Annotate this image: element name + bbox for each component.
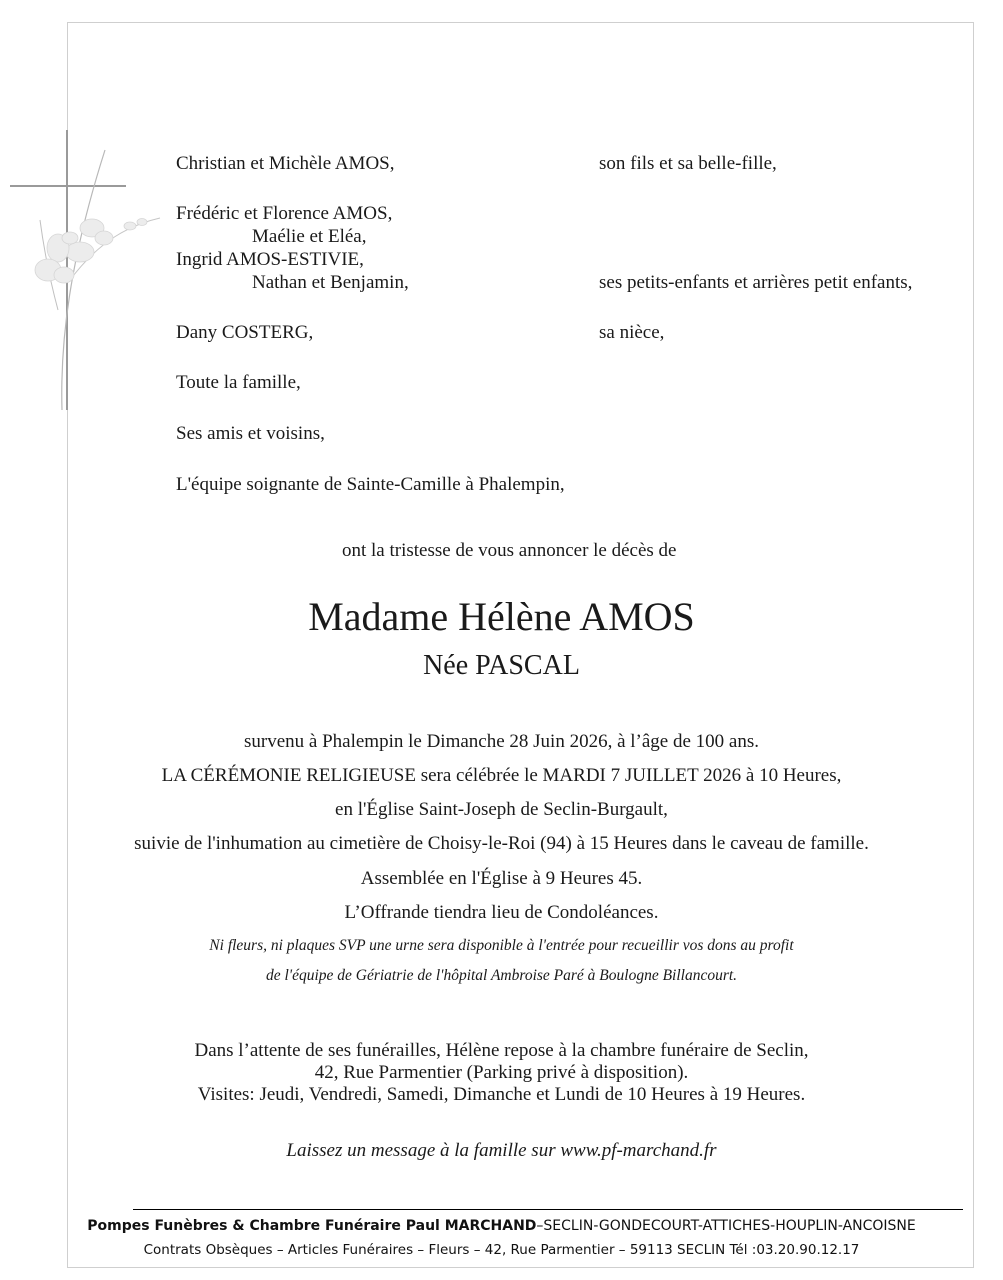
footer-divider [133,1209,963,1210]
family-line-4: Ingrid AMOS-ESTIVIE, [176,249,364,270]
family-line-3: Maélie et Eléa, [252,226,367,247]
footer-locations: –SECLIN-GONDECOURT-ATTICHES-HOUPLIN-ANCOISNE [536,1218,916,1234]
deceased-name: Madame Hélène AMOS [308,594,695,639]
family-line-6: Dany COSTERG, [176,322,314,343]
online-message: Laissez un message à la famille sur www.pf-marchand.fr [286,1140,717,1161]
family-relation-2: ses petits-enfants et arrières petit enfants, [599,272,913,293]
announcement: ont la tristesse de vous annoncer le décès de [342,540,677,561]
family-line-7: Toute la famille, [176,372,301,393]
detail-assembly: Assemblée en l'Église à 9 Heures 45. [360,868,643,889]
cross-orchid-icon [0,110,180,430]
deceased-maiden-name: Née PASCAL [423,650,580,681]
detail-offering: L’Offrande tiendra lieu de Condoléances. [344,902,659,923]
detail-death: survenu à Phalempin le Dimanche 28 Juin 2026, à l’âge de 100 ans. [244,731,759,752]
detail-ceremony: LA CÉRÉMONIE RELIGIEUSE sera célébrée le MARDI 7 JUILLET 2026 à 10 Heures, [161,765,842,786]
detail-burial: suivie de l'inhumation au cimetière de Choisy-le-Roi (94) à 15 Heures dans le caveau de famille. [134,833,869,854]
family-line-2: Frédéric et Florence AMOS, [176,203,393,224]
rest-line-1: Dans l’attente de ses funérailles, Hélène repose à la chambre funéraire de Seclin, [194,1040,809,1061]
family-line-9: L'équipe soignante de Sainte-Camille à Phalempin, [176,474,565,495]
family-line-5: Nathan et Benjamin, [252,272,409,293]
flowers-note-2: de l'équipe de Gériatrie de l'hôpital Ambroise Paré à Boulogne Billancourt. [265,967,738,984]
rest-line-3: Visites: Jeudi, Vendredi, Samedi, Dimanche et Lundi de 10 Heures à 19 Heures. [197,1084,806,1105]
footer-company-line [0,1216,1003,1236]
detail-church: en l'Église Saint-Joseph de Seclin-Burgault, [335,799,668,820]
family-relation-3: sa nièce, [599,322,665,343]
family-line-8: Ses amis et voisins, [176,423,325,444]
flowers-note-1: Ni fleurs, ni plaques SVP une urne sera disponible à l'entrée pour recueillir vos dons au profit [209,937,794,954]
footer-services: Contrats Obsèques – Articles Funéraires – Fleurs – 42, Rue Parmentier – 59113 SECLIN Tél :03.20.90.12.17 [143,1242,860,1258]
footer-company: Pompes Funèbres & Chambre Funéraire Paul MARCHAND [87,1218,537,1234]
family-line-1: Christian et Michèle AMOS, [176,153,395,174]
family-relation-1: son fils et sa belle-fille, [599,153,777,174]
rest-line-2: 42, Rue Parmentier (Parking privé à disposition). [314,1062,689,1083]
